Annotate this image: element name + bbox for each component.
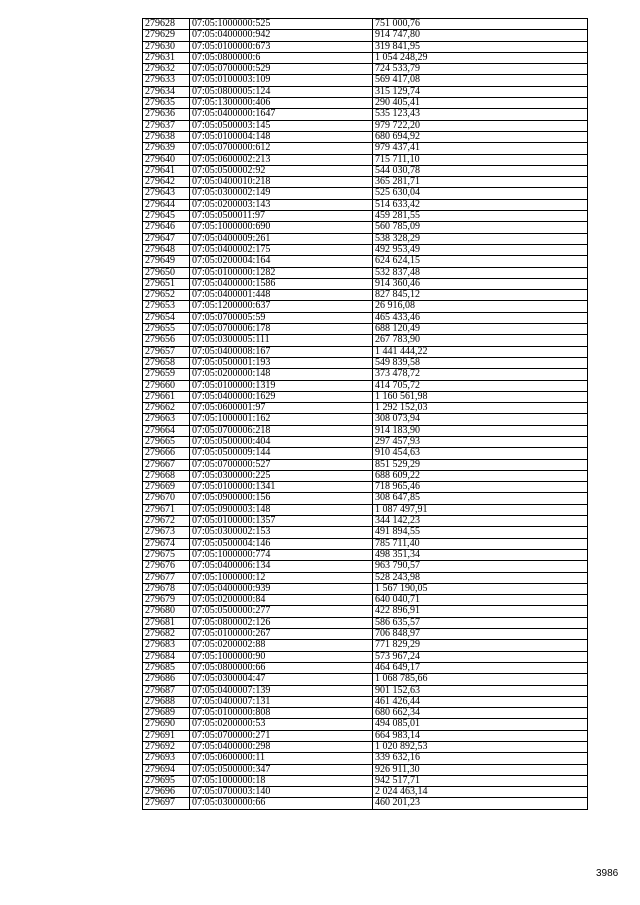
cadastral-number-cell: 07:05:0800005:124 xyxy=(190,86,373,97)
row-id-cell: 279640 xyxy=(143,154,190,165)
row-id-cell: 279661 xyxy=(143,391,190,402)
table-row xyxy=(143,256,588,267)
table-row xyxy=(143,775,588,786)
cadastral-number-cell: 07:05:0400000:942 xyxy=(190,30,373,41)
cadastral-number-cell: 07:05:0400000:1586 xyxy=(190,278,373,289)
table-row xyxy=(143,730,588,741)
value-cell: 297 457,93 xyxy=(373,436,588,447)
value-cell: 308 073,94 xyxy=(373,414,588,425)
row-id-cell: 279674 xyxy=(143,538,190,549)
table-row xyxy=(143,120,588,131)
cadastral-number-cell: 07:05:1200000:637 xyxy=(190,301,373,312)
value-cell: 706 848,97 xyxy=(373,629,588,640)
table-row xyxy=(143,324,588,335)
cadastral-number-cell: 07:05:0400009:261 xyxy=(190,233,373,244)
value-cell: 624 624,15 xyxy=(373,256,588,267)
row-id-cell: 279679 xyxy=(143,595,190,606)
cadastral-number-cell: 07:05:0200000:148 xyxy=(190,369,373,380)
table-row xyxy=(143,436,588,447)
table-row xyxy=(143,109,588,120)
row-id-cell: 279670 xyxy=(143,493,190,504)
table-row xyxy=(143,595,588,606)
table-row xyxy=(143,244,588,255)
row-id-cell: 279668 xyxy=(143,470,190,481)
cadastral-number-cell: 07:05:0500000:347 xyxy=(190,764,373,775)
row-id-cell: 279675 xyxy=(143,549,190,560)
row-id-cell: 279665 xyxy=(143,436,190,447)
value-cell: 494 085,01 xyxy=(373,719,588,730)
row-id-cell: 279630 xyxy=(143,41,190,52)
value-cell: 290 405,41 xyxy=(373,98,588,109)
table-row xyxy=(143,685,588,696)
row-id-cell: 279681 xyxy=(143,617,190,628)
table-row xyxy=(143,30,588,41)
table-row xyxy=(143,482,588,493)
cadastral-number-cell: 07:05:0500011:97 xyxy=(190,211,373,222)
row-id-cell: 279646 xyxy=(143,222,190,233)
value-cell: 514 633,42 xyxy=(373,199,588,210)
cadastral-number-cell: 07:05:0400000:939 xyxy=(190,583,373,594)
cadastral-number-cell: 07:05:0500009:144 xyxy=(190,448,373,459)
value-cell: 498 351,34 xyxy=(373,549,588,560)
row-id-cell: 279660 xyxy=(143,380,190,391)
value-cell: 308 647,85 xyxy=(373,493,588,504)
cadastral-number-cell: 07:05:0400000:1629 xyxy=(190,391,373,402)
row-id-cell: 279642 xyxy=(143,177,190,188)
value-cell: 771 829,29 xyxy=(373,640,588,651)
row-id-cell: 279648 xyxy=(143,244,190,255)
cadastral-number-cell: 07:05:1000000:525 xyxy=(190,19,373,30)
table-row xyxy=(143,719,588,730)
row-id-cell: 279628 xyxy=(143,19,190,30)
table-row xyxy=(143,470,588,481)
cadastral-number-cell: 07:05:0200003:143 xyxy=(190,199,373,210)
value-cell: 640 040,71 xyxy=(373,595,588,606)
table-row xyxy=(143,606,588,617)
row-id-cell: 279676 xyxy=(143,561,190,572)
row-id-cell: 279638 xyxy=(143,131,190,142)
row-id-cell: 279652 xyxy=(143,290,190,301)
cadastral-number-cell: 07:05:0700000:529 xyxy=(190,64,373,75)
cadastral-number-cell: 07:05:0700000:612 xyxy=(190,143,373,154)
table-row xyxy=(143,380,588,391)
cadastral-number-cell: 07:05:0400007:131 xyxy=(190,696,373,707)
table-row xyxy=(143,629,588,640)
table-row xyxy=(143,459,588,470)
table-row xyxy=(143,403,588,414)
row-id-cell: 279669 xyxy=(143,482,190,493)
table-row xyxy=(143,538,588,549)
value-cell: 465 433,46 xyxy=(373,312,588,323)
cadastral-number-cell: 07:05:0500000:277 xyxy=(190,606,373,617)
row-id-cell: 279650 xyxy=(143,267,190,278)
table-row xyxy=(143,764,588,775)
cadastral-number-cell: 07:05:0400000:1647 xyxy=(190,109,373,120)
value-cell: 1 160 561,98 xyxy=(373,391,588,402)
value-cell: 422 896,91 xyxy=(373,606,588,617)
cadastral-number-cell: 07:05:0700000:527 xyxy=(190,459,373,470)
value-cell: 715 711,10 xyxy=(373,154,588,165)
value-cell: 914 183,90 xyxy=(373,425,588,436)
table-row xyxy=(143,165,588,176)
row-id-cell: 279649 xyxy=(143,256,190,267)
value-cell: 344 142,23 xyxy=(373,516,588,527)
data-table xyxy=(142,18,588,810)
row-id-cell: 279684 xyxy=(143,651,190,662)
cadastral-number-cell: 07:05:0300004:47 xyxy=(190,674,373,685)
value-cell: 1 292 152,03 xyxy=(373,403,588,414)
table-row xyxy=(143,787,588,798)
table-row xyxy=(143,674,588,685)
row-id-cell: 279666 xyxy=(143,448,190,459)
value-cell: 464 649,17 xyxy=(373,662,588,673)
table-row xyxy=(143,278,588,289)
cadastral-number-cell: 07:05:0300005:111 xyxy=(190,335,373,346)
value-cell: 528 243,98 xyxy=(373,572,588,583)
table-row xyxy=(143,290,588,301)
table-row xyxy=(143,233,588,244)
table-row xyxy=(143,414,588,425)
cadastral-number-cell: 07:05:0400002:175 xyxy=(190,244,373,255)
cadastral-number-cell: 07:05:0800002:126 xyxy=(190,617,373,628)
cadastral-number-cell: 07:05:0100004:148 xyxy=(190,131,373,142)
value-cell: 1 054 248,29 xyxy=(373,52,588,63)
table-row xyxy=(143,708,588,719)
row-id-cell: 279633 xyxy=(143,75,190,86)
row-id-cell: 279667 xyxy=(143,459,190,470)
row-id-cell: 279659 xyxy=(143,369,190,380)
row-id-cell: 279632 xyxy=(143,64,190,75)
table-row xyxy=(143,143,588,154)
cadastral-number-cell: 07:05:0100000:1319 xyxy=(190,380,373,391)
value-cell: 544 030,78 xyxy=(373,165,588,176)
value-cell: 979 437,41 xyxy=(373,143,588,154)
value-cell: 532 837,48 xyxy=(373,267,588,278)
value-cell: 535 123,43 xyxy=(373,109,588,120)
value-cell: 724 533,79 xyxy=(373,64,588,75)
cadastral-number-cell: 07:05:1000000:90 xyxy=(190,651,373,662)
table-row xyxy=(143,493,588,504)
row-id-cell: 279672 xyxy=(143,516,190,527)
value-cell: 963 790,57 xyxy=(373,561,588,572)
row-id-cell: 279664 xyxy=(143,425,190,436)
value-cell: 827 845,12 xyxy=(373,290,588,301)
value-cell: 718 965,46 xyxy=(373,482,588,493)
row-id-cell: 279691 xyxy=(143,730,190,741)
row-id-cell: 279697 xyxy=(143,798,190,809)
row-id-cell: 279677 xyxy=(143,572,190,583)
cadastral-number-cell: 07:05:0600000:11 xyxy=(190,753,373,764)
cadastral-number-cell: 07:05:0500002:92 xyxy=(190,165,373,176)
table-row xyxy=(143,211,588,222)
row-id-cell: 279690 xyxy=(143,719,190,730)
value-cell: 492 953,49 xyxy=(373,244,588,255)
value-cell: 461 426,44 xyxy=(373,696,588,707)
table-row xyxy=(143,346,588,357)
table-row xyxy=(143,335,588,346)
row-id-cell: 279662 xyxy=(143,403,190,414)
row-id-cell: 279656 xyxy=(143,335,190,346)
table-row xyxy=(143,549,588,560)
value-cell: 538 328,29 xyxy=(373,233,588,244)
value-cell: 1 567 190,05 xyxy=(373,583,588,594)
value-cell: 1 441 444,22 xyxy=(373,346,588,357)
cadastral-number-cell: 07:05:0800000:6 xyxy=(190,52,373,63)
row-id-cell: 279635 xyxy=(143,98,190,109)
cadastral-number-cell: 07:05:0100000:673 xyxy=(190,41,373,52)
value-cell: 560 785,09 xyxy=(373,222,588,233)
value-cell: 914 360,46 xyxy=(373,278,588,289)
cadastral-number-cell: 07:05:0300002:149 xyxy=(190,188,373,199)
table-row xyxy=(143,561,588,572)
row-id-cell: 279654 xyxy=(143,312,190,323)
cadastral-number-cell: 07:05:0400001:448 xyxy=(190,290,373,301)
value-cell: 2 024 463,14 xyxy=(373,787,588,798)
row-id-cell: 279689 xyxy=(143,708,190,719)
row-id-cell: 279682 xyxy=(143,629,190,640)
value-cell: 373 478,72 xyxy=(373,369,588,380)
row-id-cell: 279680 xyxy=(143,606,190,617)
table-row xyxy=(143,753,588,764)
cadastral-number-cell: 07:05:1000000:18 xyxy=(190,775,373,786)
value-cell: 751 000,76 xyxy=(373,19,588,30)
table-row xyxy=(143,75,588,86)
row-id-cell: 279636 xyxy=(143,109,190,120)
table-body xyxy=(143,19,588,810)
table-row xyxy=(143,222,588,233)
row-id-cell: 279657 xyxy=(143,346,190,357)
value-cell: 365 281,71 xyxy=(373,177,588,188)
cadastral-number-cell: 07:05:0100000:1341 xyxy=(190,482,373,493)
row-id-cell: 279634 xyxy=(143,86,190,97)
row-id-cell: 279693 xyxy=(143,753,190,764)
table-row xyxy=(143,131,588,142)
row-id-cell: 279686 xyxy=(143,674,190,685)
table-row xyxy=(143,98,588,109)
value-cell: 688 609,22 xyxy=(373,470,588,481)
cadastral-number-cell: 07:05:0700000:271 xyxy=(190,730,373,741)
value-cell: 942 517,71 xyxy=(373,775,588,786)
value-cell: 315 129,74 xyxy=(373,86,588,97)
table-row xyxy=(143,301,588,312)
table-row xyxy=(143,504,588,515)
table-row xyxy=(143,516,588,527)
row-id-cell: 279683 xyxy=(143,640,190,651)
value-cell: 319 841,95 xyxy=(373,41,588,52)
value-cell: 339 632,16 xyxy=(373,753,588,764)
row-id-cell: 279688 xyxy=(143,696,190,707)
row-id-cell: 279658 xyxy=(143,357,190,368)
cadastral-number-cell: 07:05:0200000:53 xyxy=(190,719,373,730)
value-cell: 586 635,57 xyxy=(373,617,588,628)
cadastral-number-cell: 07:05:0100000:267 xyxy=(190,629,373,640)
row-id-cell: 279678 xyxy=(143,583,190,594)
row-id-cell: 279653 xyxy=(143,301,190,312)
value-cell: 573 967,24 xyxy=(373,651,588,662)
value-cell: 1 020 892,53 xyxy=(373,742,588,753)
row-id-cell: 279645 xyxy=(143,211,190,222)
row-id-cell: 279629 xyxy=(143,30,190,41)
value-cell: 979 722,20 xyxy=(373,120,588,131)
value-cell: 459 281,55 xyxy=(373,211,588,222)
table-row xyxy=(143,177,588,188)
cadastral-number-cell: 07:05:0400007:139 xyxy=(190,685,373,696)
row-id-cell: 279696 xyxy=(143,787,190,798)
value-cell: 491 894,55 xyxy=(373,527,588,538)
cadastral-number-cell: 07:05:0900003:148 xyxy=(190,504,373,515)
value-cell: 910 454,63 xyxy=(373,448,588,459)
row-id-cell: 279671 xyxy=(143,504,190,515)
row-id-cell: 279644 xyxy=(143,199,190,210)
value-cell: 680 694,92 xyxy=(373,131,588,142)
cadastral-number-cell: 07:05:0100000:1357 xyxy=(190,516,373,527)
cadastral-number-cell: 07:05:0400010:218 xyxy=(190,177,373,188)
cadastral-number-cell: 07:05:0100003:109 xyxy=(190,75,373,86)
cadastral-number-cell: 07:05:0400006:134 xyxy=(190,561,373,572)
cadastral-number-cell: 07:05:0300000:225 xyxy=(190,470,373,481)
table-row xyxy=(143,640,588,651)
value-cell: 688 120,49 xyxy=(373,324,588,335)
table-row xyxy=(143,199,588,210)
table-row xyxy=(143,527,588,538)
table-row xyxy=(143,86,588,97)
table-row xyxy=(143,425,588,436)
cadastral-number-cell: 07:05:1000000:774 xyxy=(190,549,373,560)
row-id-cell: 279692 xyxy=(143,742,190,753)
value-cell: 785 711,40 xyxy=(373,538,588,549)
table-row xyxy=(143,651,588,662)
cadastral-number-cell: 07:05:0400008:167 xyxy=(190,346,373,357)
table-row xyxy=(143,357,588,368)
cadastral-number-cell: 07:05:0100000:1282 xyxy=(190,267,373,278)
value-cell: 26 916,08 xyxy=(373,301,588,312)
table-row xyxy=(143,696,588,707)
row-id-cell: 279663 xyxy=(143,414,190,425)
table-row xyxy=(143,267,588,278)
row-id-cell: 279687 xyxy=(143,685,190,696)
cadastral-number-cell: 07:05:0700003:140 xyxy=(190,787,373,798)
cadastral-number-cell: 07:05:0900000:156 xyxy=(190,493,373,504)
cadastral-number-cell: 07:05:0300000:66 xyxy=(190,798,373,809)
row-id-cell: 279637 xyxy=(143,120,190,131)
value-cell: 549 839,58 xyxy=(373,357,588,368)
cadastral-number-cell: 07:05:1000000:12 xyxy=(190,572,373,583)
cadastral-number-cell: 07:05:0700006:218 xyxy=(190,425,373,436)
cadastral-number-cell: 07:05:0600001:97 xyxy=(190,403,373,414)
row-id-cell: 279631 xyxy=(143,52,190,63)
table-row xyxy=(143,742,588,753)
table-row xyxy=(143,798,588,809)
cadastral-number-cell: 07:05:1000000:690 xyxy=(190,222,373,233)
cadastral-number-cell: 07:05:0100000:808 xyxy=(190,708,373,719)
table-row xyxy=(143,312,588,323)
table-row xyxy=(143,583,588,594)
table-row xyxy=(143,572,588,583)
row-id-cell: 279655 xyxy=(143,324,190,335)
value-cell: 851 529,29 xyxy=(373,459,588,470)
cadastral-number-cell: 07:05:0800000:66 xyxy=(190,662,373,673)
cadastral-number-cell: 07:05:0200004:164 xyxy=(190,256,373,267)
value-cell: 267 783,90 xyxy=(373,335,588,346)
value-cell: 926 911,30 xyxy=(373,764,588,775)
value-cell: 525 630,04 xyxy=(373,188,588,199)
cadastral-number-cell: 07:05:0500001:193 xyxy=(190,357,373,368)
cadastral-number-cell: 07:05:0200000:84 xyxy=(190,595,373,606)
page-number: 3986 xyxy=(596,868,619,879)
value-cell: 664 983,14 xyxy=(373,730,588,741)
row-id-cell: 279685 xyxy=(143,662,190,673)
cadastral-number-cell: 07:05:0600002:213 xyxy=(190,154,373,165)
cadastral-number-cell: 07:05:0300002:153 xyxy=(190,527,373,538)
table-row xyxy=(143,188,588,199)
cadastral-number-cell: 07:05:0700005:59 xyxy=(190,312,373,323)
row-id-cell: 279695 xyxy=(143,775,190,786)
table-row xyxy=(143,391,588,402)
cadastral-number-cell: 07:05:0700006:178 xyxy=(190,324,373,335)
row-id-cell: 279651 xyxy=(143,278,190,289)
value-cell: 1 068 785,66 xyxy=(373,674,588,685)
row-id-cell: 279643 xyxy=(143,188,190,199)
cadastral-number-cell: 07:05:0400000:298 xyxy=(190,742,373,753)
table-row xyxy=(143,448,588,459)
cadastral-number-cell: 07:05:0500003:145 xyxy=(190,120,373,131)
row-id-cell: 279639 xyxy=(143,143,190,154)
cadastral-number-cell: 07:05:0500004:146 xyxy=(190,538,373,549)
table-row xyxy=(143,154,588,165)
table-row xyxy=(143,19,588,30)
table-row xyxy=(143,41,588,52)
value-cell: 1 087 497,91 xyxy=(373,504,588,515)
value-cell: 914 747,80 xyxy=(373,30,588,41)
table-row xyxy=(143,617,588,628)
value-cell: 569 417,08 xyxy=(373,75,588,86)
value-cell: 680 662,34 xyxy=(373,708,588,719)
cadastral-number-cell: 07:05:0200002:88 xyxy=(190,640,373,651)
row-id-cell: 279641 xyxy=(143,165,190,176)
table-row xyxy=(143,64,588,75)
cadastral-number-cell: 07:05:1000001:162 xyxy=(190,414,373,425)
table-row xyxy=(143,662,588,673)
table-row xyxy=(143,369,588,380)
row-id-cell: 279647 xyxy=(143,233,190,244)
value-cell: 460 201,23 xyxy=(373,798,588,809)
row-id-cell: 279673 xyxy=(143,527,190,538)
cadastral-number-cell: 07:05:1300000:406 xyxy=(190,98,373,109)
value-cell: 414 705,72 xyxy=(373,380,588,391)
table-row xyxy=(143,52,588,63)
row-id-cell: 279694 xyxy=(143,764,190,775)
value-cell: 901 152,63 xyxy=(373,685,588,696)
cadastral-number-cell: 07:05:0500000:404 xyxy=(190,436,373,447)
